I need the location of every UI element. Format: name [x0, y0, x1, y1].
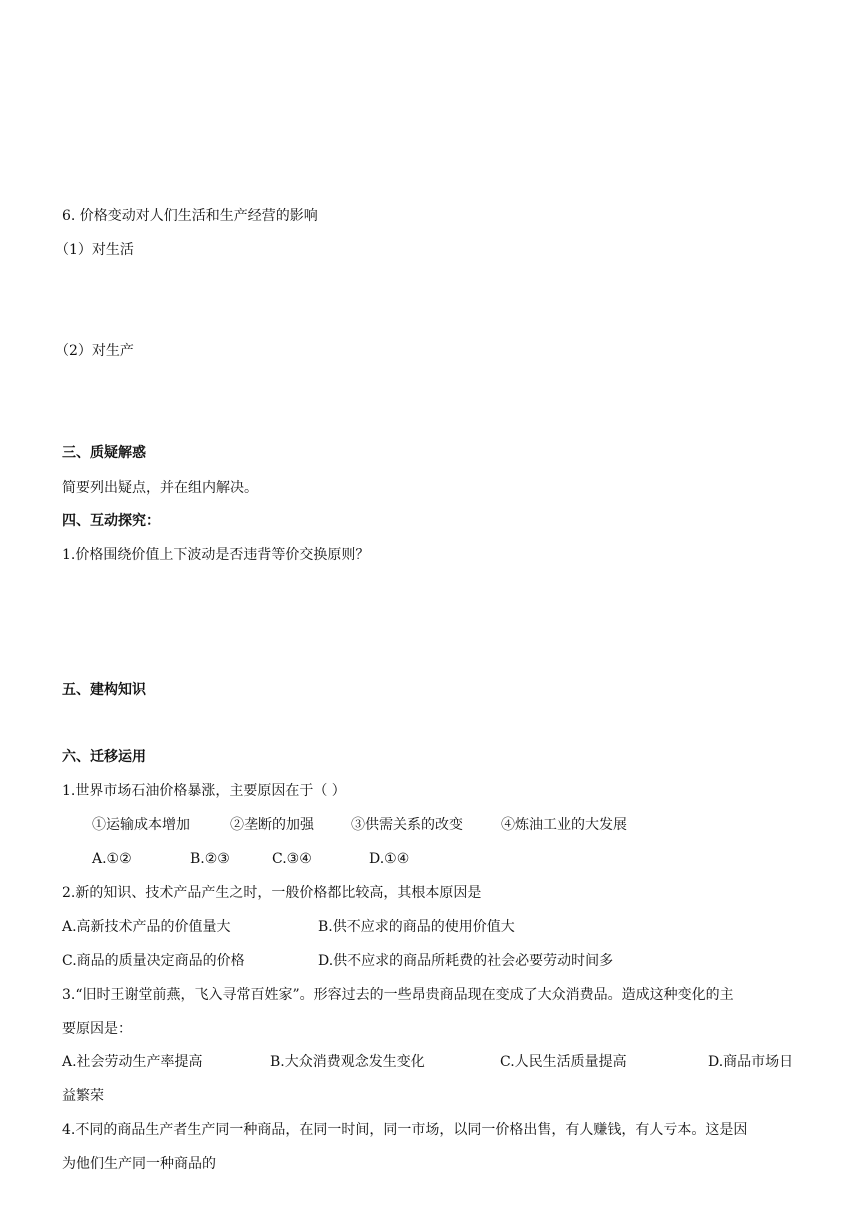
section4-heading: 四、互动探究：: [62, 513, 160, 529]
question-1-stem: 1.世界市场石油价格暴涨，主要原因在于（ ）: [62, 783, 346, 799]
q1-item-1: ①运输成本增加: [92, 817, 190, 833]
question-3-options: [0, 1052, 860, 1072]
q3-option-c: C.人民生活质量提高: [500, 1054, 627, 1070]
section4-question-1: 1.价格围绕价值上下波动是否违背等价交换原则？: [62, 547, 370, 563]
q3-option-d: D.商品市场日: [708, 1054, 794, 1070]
q1-item-4: ④炼油工业的大发展: [501, 817, 627, 833]
section3-heading: 三、质疑解惑: [62, 445, 146, 461]
q2-option-d: D.供不应求的商品所耗费的社会必要劳动时间多: [318, 953, 614, 969]
q1-option-d: D.①④: [369, 851, 410, 867]
question-2-options-row1: [0, 917, 860, 937]
question-4-stem-line1: 4.不同的商品生产者生产同一种商品，在同一时间，同一市场，以同一价格出售，有人赚钱，有人亏本。这是因: [62, 1122, 748, 1138]
q1-option-c: C.③④: [272, 851, 312, 867]
question-2-options-row2: [0, 951, 860, 971]
q2-option-a: A.高新技术产品的价值量大: [62, 919, 231, 935]
question-1-options: [0, 849, 860, 869]
q1-item-2: ②垄断的加强: [230, 817, 314, 833]
question-3-stem-line2: 要原因是：: [62, 1021, 132, 1037]
question-2-stem: 2.新的知识、技术产品产生之时，一般价格都比较高，其根本原因是: [62, 885, 482, 901]
q3-option-b: B.大众消费观念发生变化: [270, 1054, 425, 1070]
section5-heading: 五、建构知识: [62, 682, 146, 698]
question-3-stem-line1: 3.“旧时王谢堂前燕，飞入寻常百姓家”。形容过去的一些昂贵商品现在变成了大众消费品。造成这种变化的主: [62, 987, 734, 1003]
item6-sub-life: （1）对生活: [55, 242, 134, 258]
q2-option-b: B.供不应求的商品的使用价值大: [318, 919, 515, 935]
q1-item-3: ③供需关系的改变: [351, 817, 463, 833]
q2-option-c: C.商品的质量决定商品的价格: [62, 953, 245, 969]
question-1-items: [0, 815, 860, 835]
q3-option-d-continued: 益繁荣: [62, 1088, 104, 1104]
section6-heading: 六、迁移运用: [62, 749, 146, 765]
question-4-stem-line2: 为他们生产同一种商品的: [62, 1156, 216, 1172]
item6-sub-production: （2）对生产: [55, 343, 134, 359]
q1-option-b: B.②③: [190, 851, 230, 867]
q3-option-a: A.社会劳动生产率提高: [62, 1054, 203, 1070]
section3-text: 简要列出疑点，并在组内解决。: [62, 480, 258, 496]
item6-title: 6. 价格变动对人们生活和生产经营的影响: [62, 208, 318, 224]
q1-option-a: A.①②: [92, 851, 132, 867]
